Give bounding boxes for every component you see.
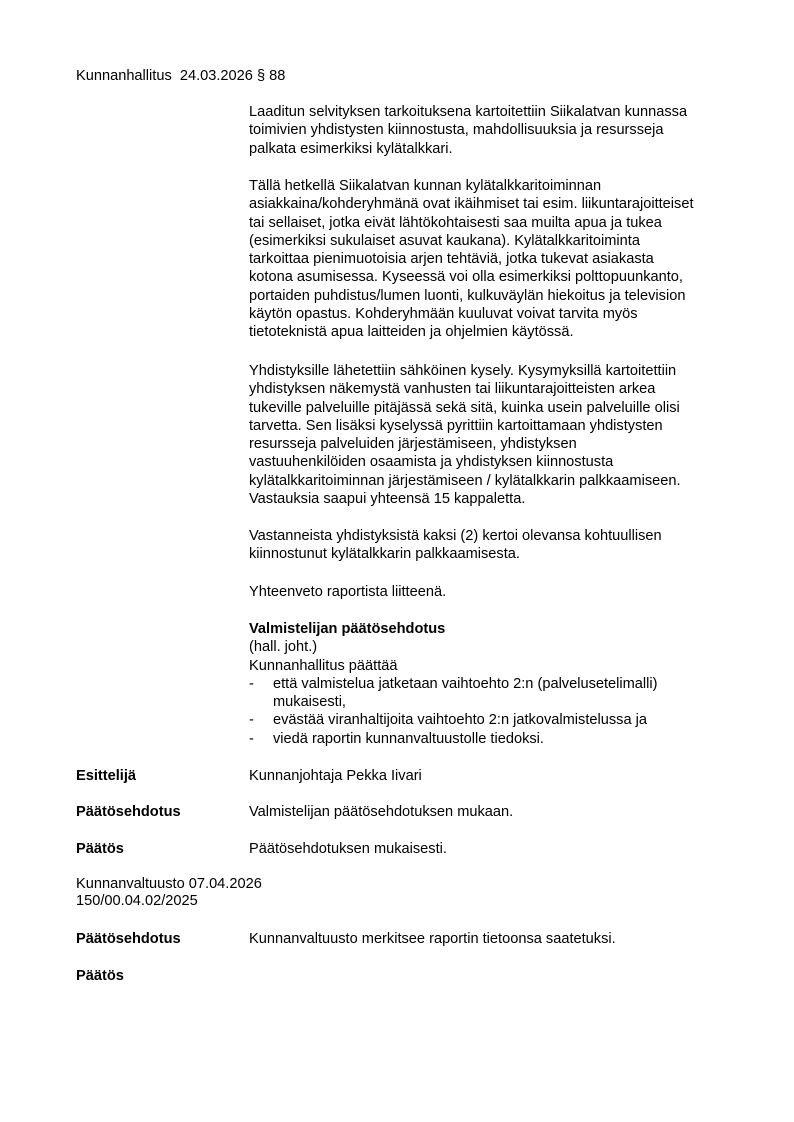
text-line: resursseja palveluiden järjestämiseen, yhdistyksen — [249, 436, 577, 453]
text-line: mukaisesti, — [273, 694, 346, 711]
row-value: Kunnanjohtaja Pekka Iivari — [249, 768, 422, 784]
row-label: Päätös — [76, 968, 124, 984]
proposal-list — [249, 675, 749, 748]
row-value: Kunnanvaltuusto merkitsee raportin tietoonsa saatetuksi. — [249, 931, 616, 947]
row-council-decision — [76, 967, 756, 985]
paragraph-results — [249, 527, 749, 564]
proposal-list-item — [249, 711, 749, 729]
paragraph-purpose — [249, 103, 749, 158]
proposal-intro: Kunnanhallitus päättää — [249, 657, 398, 674]
row-label: Esittelijä — [76, 768, 137, 784]
text-line: (esimerkiksi sukulaiset asuvat kaukana). Kylätalkkaritoiminta — [249, 232, 640, 249]
bullet-dash: - — [249, 730, 254, 747]
section-header — [76, 67, 285, 85]
text-line: evästää viranhaltijoita vaihtoehto 2:n jatkovalmistelussa ja — [273, 712, 647, 729]
row-label: Päätösehdotus — [76, 931, 181, 947]
row-label: Päätösehdotus — [76, 804, 181, 820]
text-line: palkata esimerkiksi kylätalkkari. — [249, 140, 453, 157]
text-line: Yhdistyksille lähetettiin sähköinen kysely. Kysymyksillä kartoitettiin — [249, 363, 677, 379]
proposal-heading: Valmistelijan päätösehdotus — [249, 621, 446, 637]
header-section: § 88 — [256, 68, 286, 84]
text-line: tukeville palveluille pitäjässä sekä sitä, kuinka usein palveluille olisi — [249, 399, 680, 416]
row-value: Valmistelijan päätösehdotuksen mukaan. — [249, 804, 514, 820]
council-diary-number: 150/00.04.02/2025 — [76, 893, 198, 909]
header-date: 24.03.2026 — [179, 68, 253, 84]
paragraph-current-state — [249, 177, 749, 342]
proposal-preparer: (hall. joht.) — [249, 639, 318, 656]
proposal-list-item — [249, 730, 749, 748]
row-council-decision-proposal — [76, 930, 756, 948]
text-line: yhdistyksen näkemystä vanhusten tai liikuntarajoitteisten arkea — [249, 381, 656, 398]
paragraph-attachment — [249, 583, 749, 601]
paragraph-survey — [249, 362, 749, 508]
council-date-line: Kunnanvaltuusto 07.04.2026 — [76, 876, 262, 892]
text-line: kotona asumisessa. Kyseessä voi olla esimerkiksi polttopuunkanto, — [249, 269, 683, 286]
text-line: toimivien yhdistysten kiinnostusta, mahdollisuuksia ja resursseja — [249, 122, 664, 139]
text-line: tarvetta. Sen lisäksi kyselyssä pyrittiin kartoittamaan yhdistysten — [249, 417, 663, 434]
text-line: että valmistelua jatketaan vaihtoehto 2:n (palvelusetelimalli) — [273, 675, 658, 692]
row-label: Päätös — [76, 841, 124, 857]
proposal-list-item — [249, 675, 749, 712]
text-line: tai sellaiset, jotka eivät lähtökohtaisesti saa muilta apua ja tukea — [249, 214, 662, 231]
text-line: Vastanneista yhdistyksistä kaksi (2) kertoi olevansa kohtuullisen — [249, 528, 662, 544]
text-line: tarkoittaa pienimuotoisia arjen tehtäviä, jotka tukevat asiakasta — [249, 251, 654, 268]
text-line: Tällä hetkellä Siikalatvan kunnan kylätalkkaritoiminnan — [249, 178, 602, 194]
text-line: vastuuhenkilöiden osaamista ja yhdistyksen kiinnostusta — [249, 454, 614, 471]
preparer-proposal — [249, 620, 749, 748]
text-line: portaiden puhdistus/lumen luonti, kulkuväylän hiekoitus ja television — [249, 287, 686, 304]
row-decision-proposal — [76, 803, 756, 821]
row-value: Päätösehdotuksen mukaisesti. — [249, 841, 447, 857]
row-presenter — [76, 767, 756, 785]
text-line: Vastauksia saapui yhteensä 15 kappaletta. — [249, 491, 526, 508]
text-line: asiakkaina/kohderyhmänä ovat ikäihmiset tai esim. liikuntarajoitteiset — [249, 196, 694, 213]
text-line: kylätalkkaritoiminnan järjestämiseen / kylätalkkarin palkkaamiseen. — [249, 472, 681, 489]
header-body: Kunnanhallitus — [76, 68, 172, 84]
text-line: kiinnostunut kylätalkkarin palkkaamisesta. — [249, 546, 520, 563]
text-line: Yhteenveto raportista liitteenä. — [249, 584, 447, 600]
text-line: tietoteknistä apua laitteiden ja ohjelmien käytössä. — [249, 324, 574, 341]
text-line: viedä raportin kunnanvaltuustolle tiedoksi. — [273, 730, 544, 747]
bullet-dash: - — [249, 712, 254, 729]
text-line: Laaditun selvityksen tarkoituksena kartoitettiin Siikalatvan kunnassa — [249, 104, 688, 120]
council-meeting-info — [76, 876, 262, 910]
row-decision — [76, 840, 756, 858]
text-line: käytön opastus. Kohderyhmään kuuluvat voivat tarvita myös — [249, 306, 638, 323]
bullet-dash: - — [249, 675, 254, 692]
